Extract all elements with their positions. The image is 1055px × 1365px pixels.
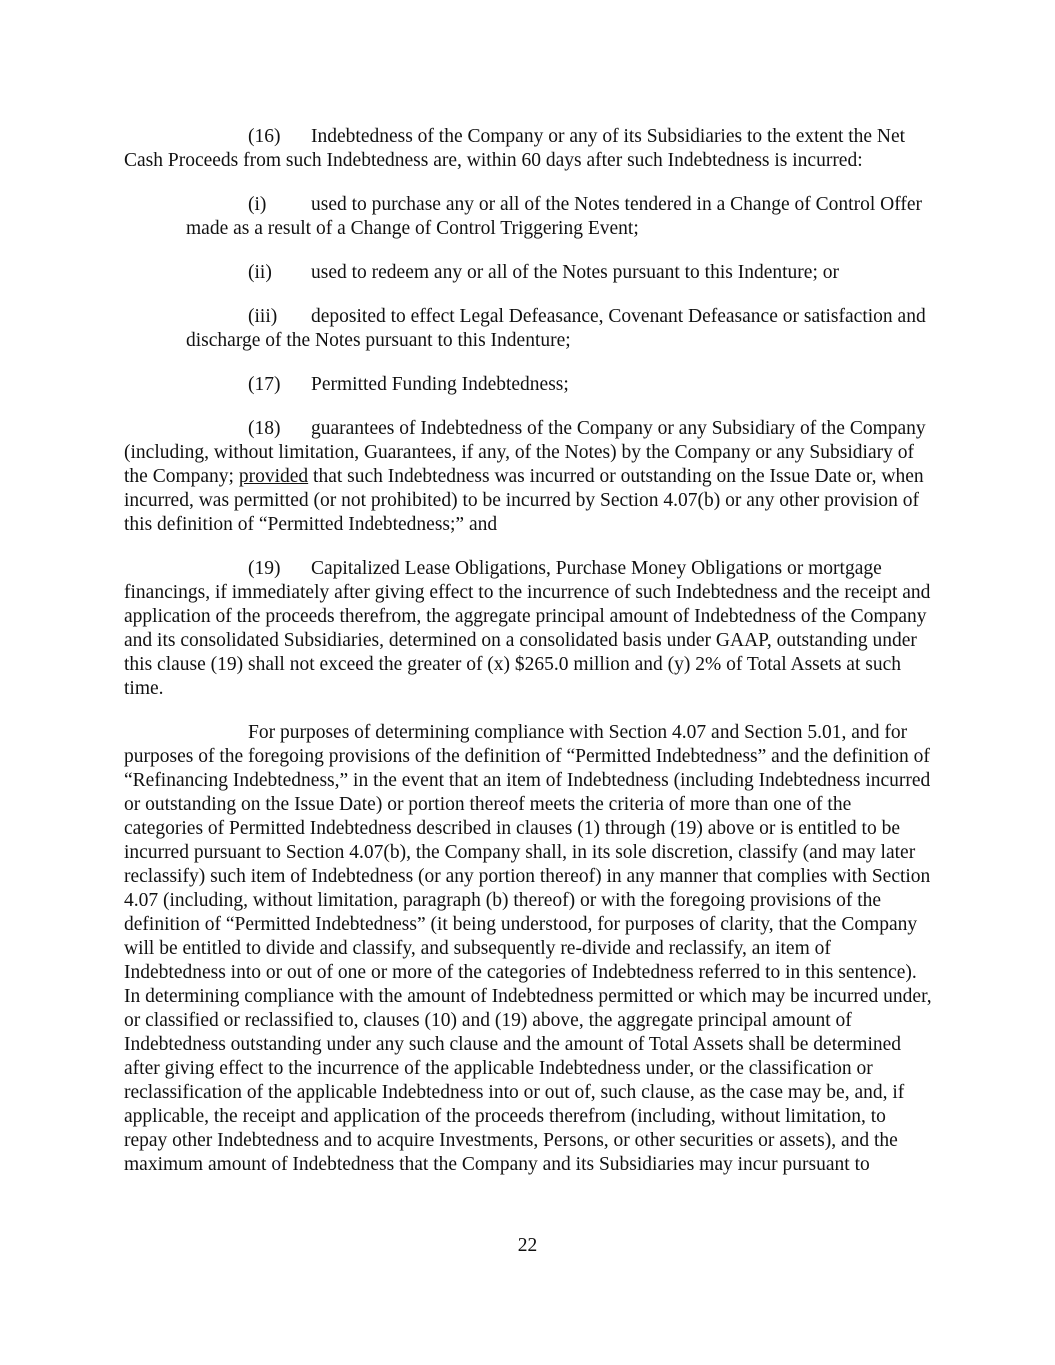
clause-16-i bbox=[186, 193, 934, 241]
clause-text-after: that such Indebtedness was incurred or outstanding on the Issue Date or, when incurred, was permitted (or not prohibited) to be incurred by Section 4.07(b) or any other provision of this definition of “Permitted Indebtedness;” and bbox=[124, 466, 924, 535]
clause-text: Permitted Funding Indebtedness; bbox=[311, 374, 569, 395]
clause-16 bbox=[124, 125, 934, 173]
clause-19 bbox=[124, 557, 934, 701]
clause-label: (i) bbox=[248, 194, 267, 215]
clause-label: (ii) bbox=[248, 262, 272, 283]
clause-label: (17) bbox=[248, 374, 281, 395]
clause-label: (16) bbox=[248, 126, 281, 147]
clause-text: deposited to effect Legal Defeasance, Covenant Defeasance or satisfaction and discharge of the Notes pursuant to this Indenture; bbox=[186, 306, 926, 351]
underlined-term-provided: provided bbox=[238, 466, 309, 487]
clause-text: used to purchase any or all of the Notes tendered in a Change of Control Offer made as a result of a Change of Control Triggering Event; bbox=[186, 194, 922, 239]
compliance-paragraph bbox=[124, 721, 934, 1177]
clause-16-iii bbox=[186, 305, 934, 353]
clause-label: (19) bbox=[248, 558, 281, 579]
clause-16-ii bbox=[186, 261, 934, 285]
clause-label: (iii) bbox=[248, 306, 278, 327]
document-body bbox=[124, 125, 934, 1197]
paragraph-text: For purposes of determining compliance with Section 4.07 and Section 5.01, and for purposes of the foregoing provisions of the definition of “Permitted Indebtedness” and the definition of “Refinancing Indebtedness,” in the event that an item of Indebtedness (including Indebtedness incurred or outstanding on the Issue Date) or portion thereof meets the criteria of more than one of the categories of Permitted Indebtedness described in clauses (1) through (19) above or is entitled to be incurred pursuant to Section 4.07(b), the Company shall, in its sole discretion, classify (and may later reclassify) such item of Indebtedness (or any portion thereof) in any manner that complies with Section 4.07 (including, without limitation, paragraph (b) thereof) or with the foregoing provisions of the definition of “Permitted Indebtedness” (it being understood, for purposes of clarity, that the Company will be entitled to divide and classify, and subsequently re-divide and reclassify, an item of Indebtedness into or out of one or more of the categories of Indebtedness referred to in this sentence). In determining compliance with the amount of Indebtedness permitted or which may be incurred under, or classified or reclassified to, clauses (10) and (19) above, the aggregate principal amount of Indebtedness outstanding under any such clause and the amount of Total Assets shall be determined after giving effect to the incurrence of the applicable Indebtedness under, or the classification or reclassification of the applicable Indebtedness into or out of, such clause, as the case may be, and, if applicable, the receipt and application of the proceeds therefrom (including, without limitation, to repay other Indebtedness and to acquire Investments, Persons, or other securities or assets), and the maximum amount of Indebtedness that the Company and its Subsidiaries may incur pursuant to bbox=[124, 722, 932, 1175]
clause-17 bbox=[124, 373, 934, 397]
clause-18 bbox=[124, 417, 934, 537]
clause-text-before: guarantees of Indebtedness of the Company or any Subsidiary of the Company (including, without limitation, Guarantees, if any, of the Notes) by the Company or any Subsidiary of the Company; bbox=[124, 418, 926, 487]
clause-label: (18) bbox=[248, 418, 281, 439]
clause-text: Indebtedness of the Company or any of its Subsidiaries to the extent the Net Cash Proceeds from such Indebtedness are, within 60 days after such Indebtedness is incurred: bbox=[124, 126, 906, 171]
clause-text: used to redeem any or all of the Notes pursuant to this Indenture; or bbox=[311, 262, 839, 283]
page-number: 22 bbox=[517, 1235, 538, 1256]
clause-text: Capitalized Lease Obligations, Purchase Money Obligations or mortgage financings, if immediately after giving effect to the incurrence of such Indebtedness and the receipt and application of the proceeds therefrom, the aggregate principal amount of Indebtedness of the Company and its consolidated Subsidiaries, determined on a consolidated basis under GAAP, outstanding under this clause (19) shall not exceed the greater of (x) $265.0 million and (y) 2% of Total Assets at such time. bbox=[124, 558, 931, 699]
